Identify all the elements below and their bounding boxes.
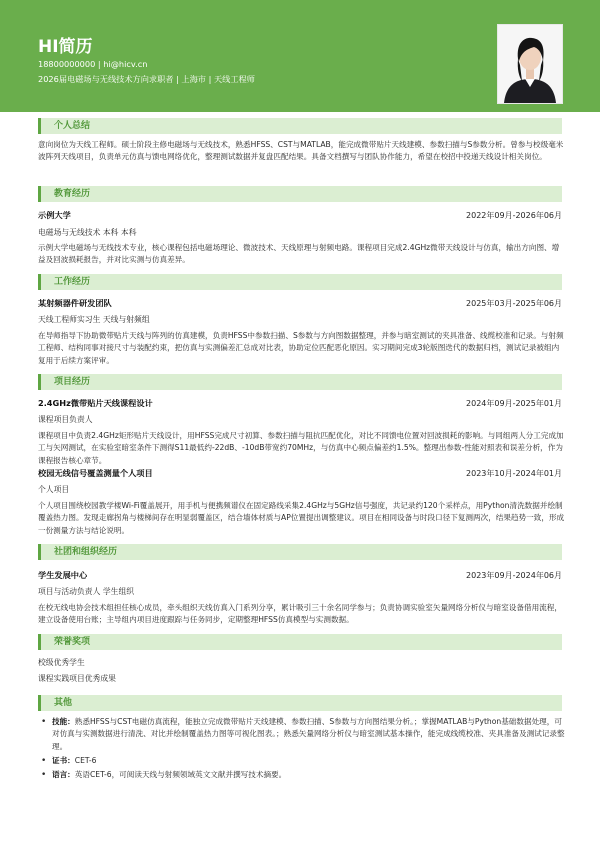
job-intent: 2026届电磁场与无线技术方向求职者 | 上海市 | 天线工程师 — [38, 74, 255, 84]
section-accent — [38, 274, 41, 290]
skills-text: 熟悉HFSS与CST电磁仿真流程，能独立完成微带贴片天线建模、参数扫描、S参数与方向图结果分析。；掌握MATLAB与Python基础数据处理，可对仿真与实测数据进行清洗、对比并绘制覆盖热力图等可视化图表。；熟悉矢量网络分析仪与暗室测试基本操作，能完成线缆校准、夹具准备及测试记录整理。 — [52, 717, 565, 751]
work-company: 某射频器件研发团队 — [38, 298, 112, 308]
contact-info: 18800000000 | hi@hicv.cn — [38, 59, 148, 69]
work-role: 天线工程师实习生 天线与射频组 — [38, 315, 150, 324]
skills-label: 技能： — [52, 717, 75, 726]
section-accent — [38, 544, 41, 560]
profile-photo — [497, 24, 563, 104]
section-title: 其他 — [54, 698, 73, 708]
award-item: 课程实践项目优秀成果 — [38, 674, 116, 683]
education-major: 电磁场与无线技术 本科 本科 — [38, 228, 137, 237]
education-school: 示例大学 — [38, 210, 71, 220]
activity-role: 项目与活动负责人 学生组织 — [38, 587, 135, 596]
activity-org: 学生发展中心 — [38, 570, 88, 580]
section-title: 荣誉奖项 — [54, 637, 91, 647]
section-title: 个人总结 — [54, 121, 91, 131]
project-name: 2.4GHz微带贴片天线课程设计 — [38, 398, 153, 408]
cert-item — [38, 755, 566, 767]
language-text: 英语CET-6，可阅读天线与射频领域英文文献并撰写技术摘要。 — [74, 770, 287, 780]
section-activities-header — [38, 544, 562, 560]
project-name: 校园无线信号覆盖测量个人项目 — [38, 468, 153, 478]
header-banner — [0, 0, 600, 112]
work-date: 2025年03月-2025年06月 — [466, 299, 562, 308]
language-item — [38, 769, 566, 781]
section-projects-header — [38, 374, 562, 390]
section-accent — [38, 634, 41, 650]
project-date: 2024年09月-2025年01月 — [466, 399, 562, 408]
award-item: 校级优秀学生 — [38, 658, 85, 667]
section-others-header — [38, 695, 562, 711]
section-work-header — [38, 274, 562, 290]
section-title: 教育经历 — [54, 189, 91, 199]
activity-text: 在校无线电协会技术组担任核心成员，牵头组织天线仿真入门系列分享，累计吸引三十余名同学参与；负责协调实验室矢量网络分析仪与暗室设备借用流程，建立设备使用台账；主导组内项目进度跟踪与任务同步，定期整理HFSS仿真模型与实测数据。 — [38, 603, 562, 625]
cert-label: 证书： — [52, 755, 75, 765]
section-accent — [38, 695, 41, 711]
cert-text: CET-6 — [74, 755, 97, 765]
section-accent — [38, 118, 41, 134]
section-accent — [38, 186, 41, 202]
education-date: 2022年09月-2026年06月 — [466, 211, 562, 220]
education-text: 示例大学电磁场与无线技术专业，核心课程包括电磁场理论、微波技术、天线原理与射频电路。课程项目完成2.4GHz微带天线设计与仿真，输出方向图、增益及回波损耗报告，并对比实测与仿真差异。 — [38, 243, 560, 265]
project-date: 2023年10月-2024年01月 — [466, 469, 562, 478]
skills-item — [38, 716, 566, 753]
section-accent — [38, 374, 41, 390]
section-awards-header — [38, 634, 562, 650]
work-text: 在导师指导下协助微带贴片天线与阵列的仿真建模，负责HFSS中参数扫描、S参数与方向图数据整理，并参与暗室测试的夹具准备、线缆校准和记录。与射频工程师、结构同事对接尺寸与装配约束，把仿真与实测偏差汇总成对比表，协助定位匹配恶化原因。实习期间完成3轮版图迭代的数据归档，测试记录被组内复用于后续方案评审。 — [38, 331, 564, 365]
others-list — [38, 716, 566, 783]
project-role: 个人项目 — [38, 485, 70, 494]
language-label: 语言： — [52, 770, 75, 780]
summary-text: 意向岗位为天线工程师。硕士阶段主修电磁场与无线技术，熟悉HFSS、CST与MATLAB，能完成微带贴片天线建模、参数扫描与S参数分析。曾参与校级毫米波阵列天线项目，负责单元仿真与馈电网络优化，整理测试数据并复盘匹配结果。具备文档撰写与团队协作能力，希望在校招中投递天线设计相关岗位。 — [38, 140, 564, 162]
activity-date: 2023年09月-2024年06月 — [466, 571, 562, 580]
project-text: 个人项目围绕校园教学楼Wi-Fi覆盖展开，用手机与便携频谱仪在固定路线采集2.4GHz与5GHz信号强度，共记录约120个采样点，用Python清洗数据并绘制覆盖热力图。发现走廊拐角与楼梯间存在明显弱覆盖区，结合墙体材质与AP位置提出调整建议。项目在相同设备与时段口径下复测两次，结果趋势一致，形成一份测量方法与结论说明。 — [38, 501, 565, 535]
section-summary-header — [38, 118, 562, 134]
section-title: 项目经历 — [54, 377, 91, 387]
section-title: 工作经历 — [54, 277, 91, 287]
section-title: 社团和组织经历 — [54, 547, 118, 557]
person-icon — [498, 25, 562, 103]
candidate-name: HI简历 — [38, 37, 93, 57]
project-role: 课程项目负责人 — [38, 415, 93, 424]
section-education-header — [38, 186, 562, 202]
project-text: 课程项目中负责2.4GHz矩形贴片天线设计，用HFSS完成尺寸初算、参数扫描与阻抗匹配优化，对比不同馈电位置对回波损耗的影响。与同组两人分工完成加工与矢网测试，在实验室暗室条件下测得S11最低约-22dB、-10dB带宽约70MHz，与仿真中心频点偏差约1.5%。整理出参数-性能对照表和误差分析，作为课程报告核心章节。 — [38, 431, 564, 465]
